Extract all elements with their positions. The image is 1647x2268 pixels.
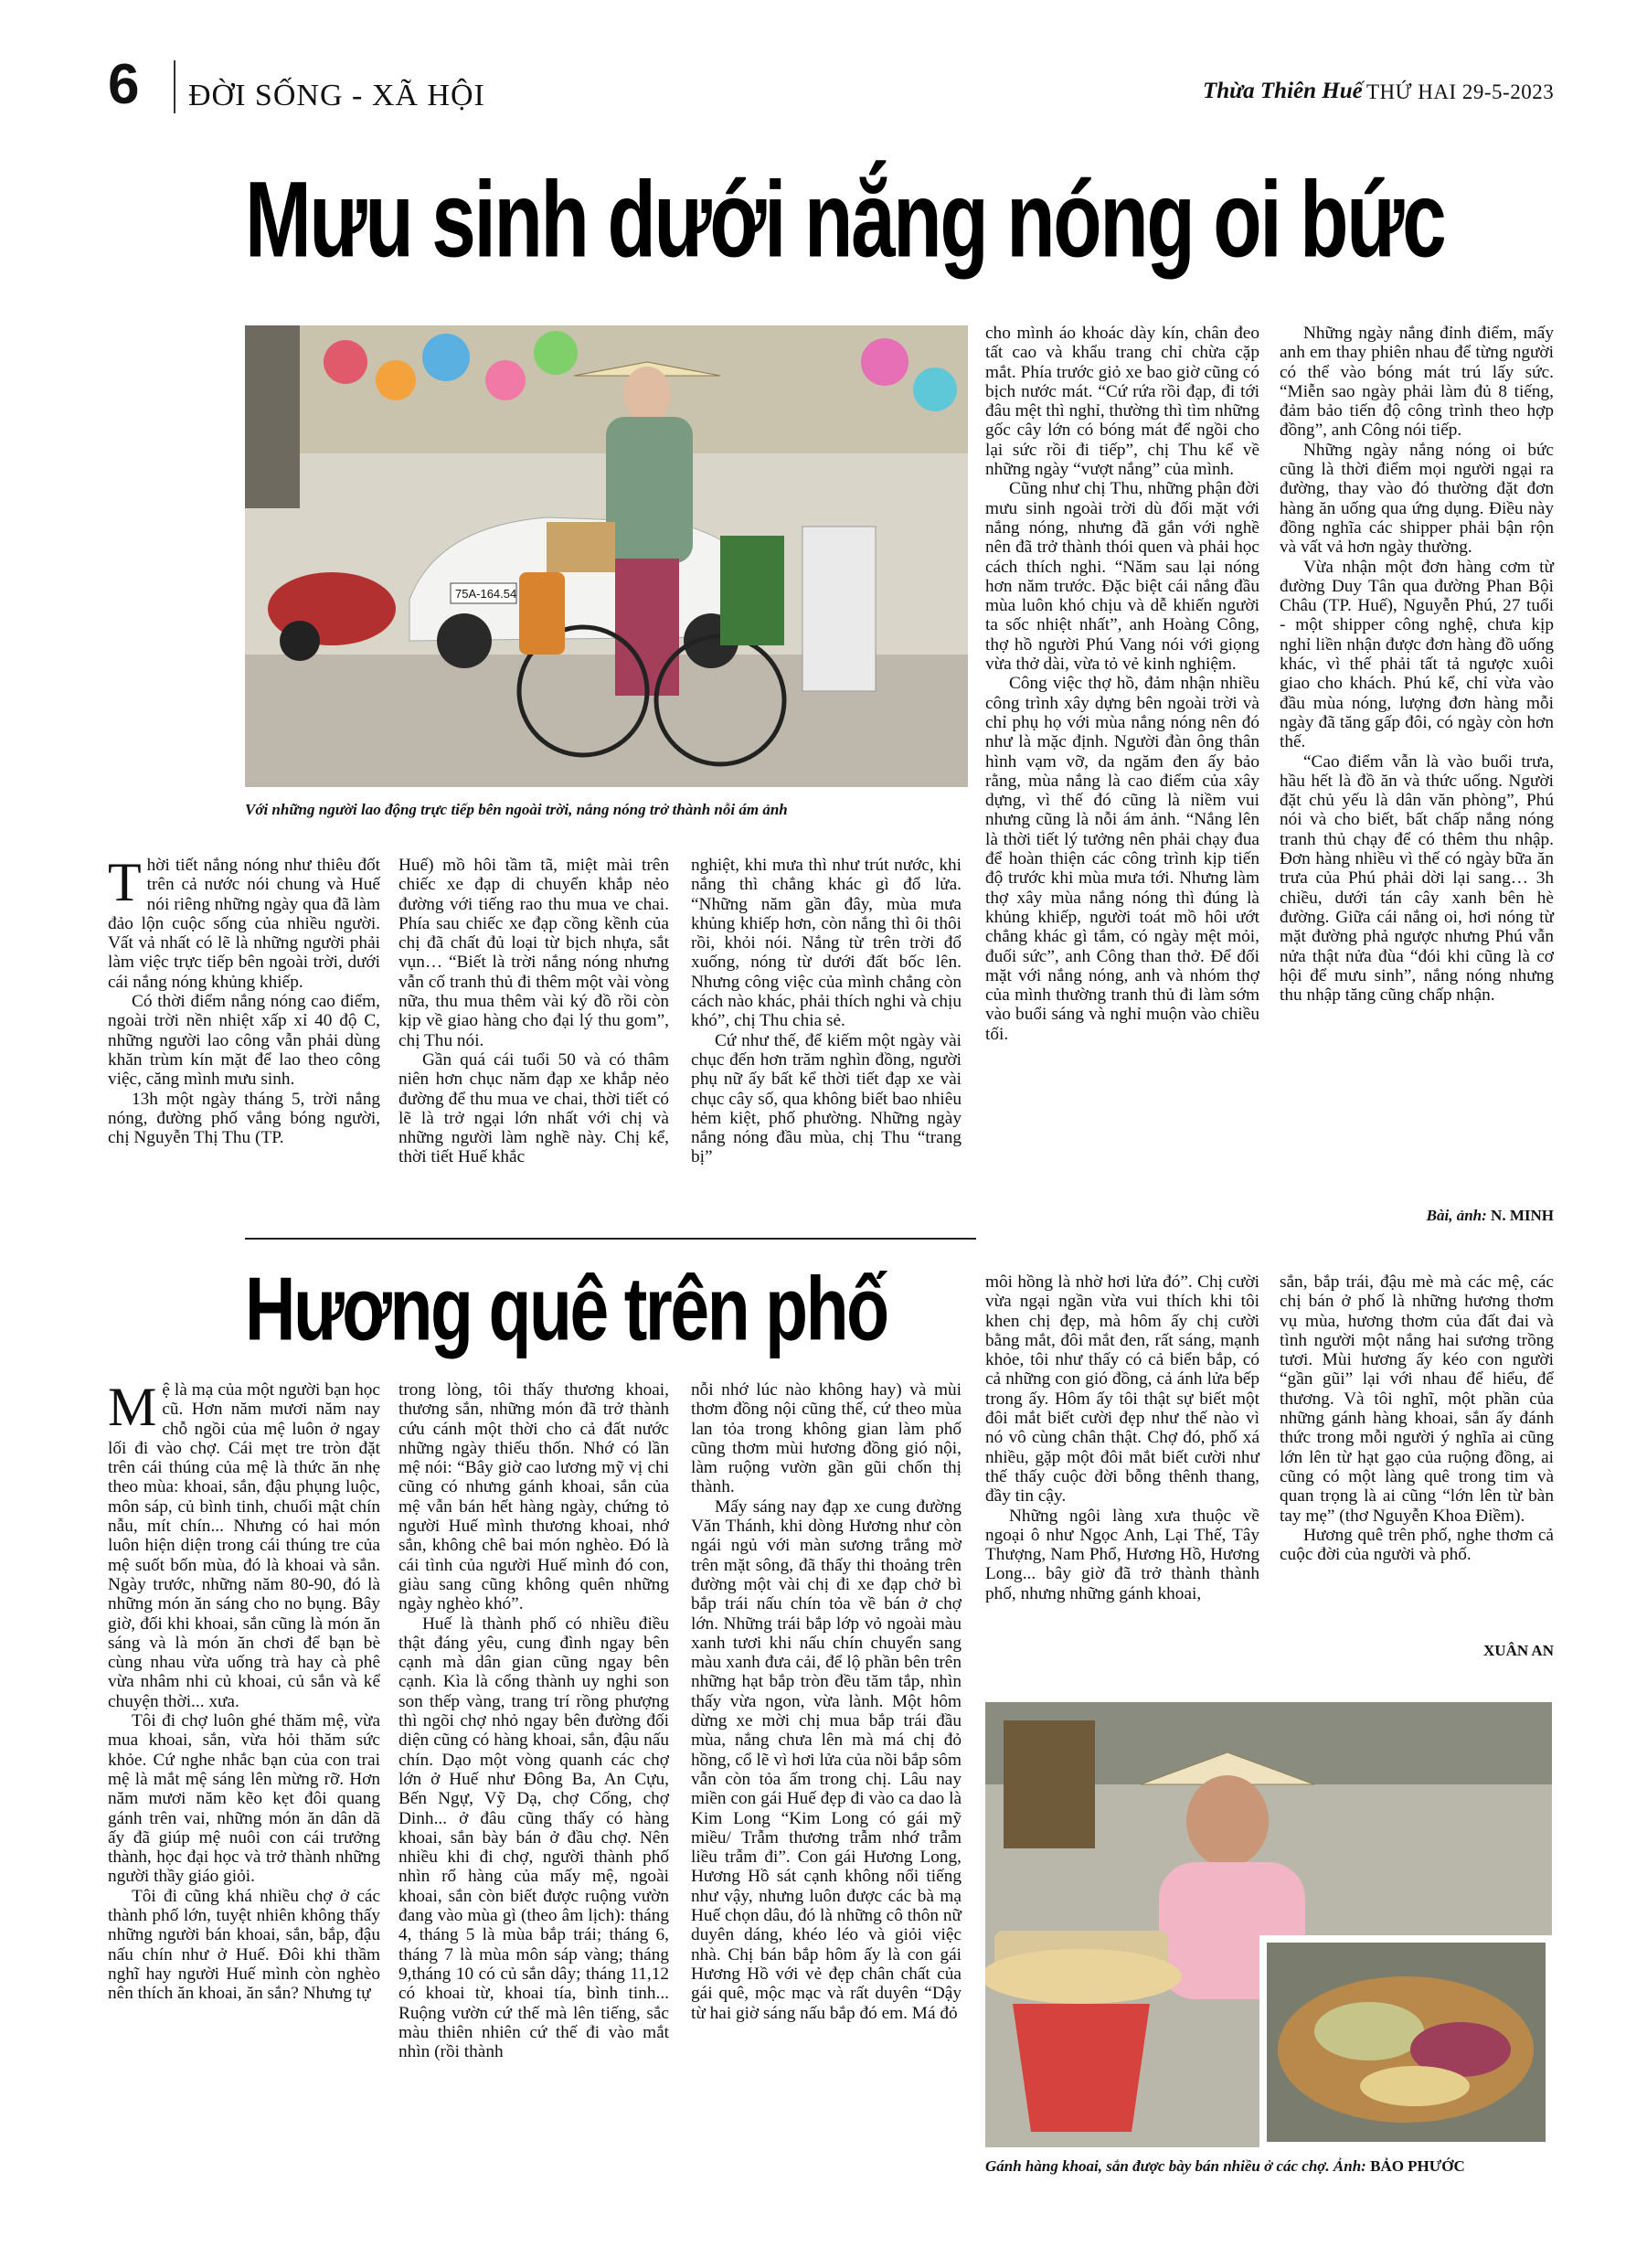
balloon	[376, 360, 416, 400]
red-basin	[1013, 2004, 1150, 2132]
paragraph: Những ngôi làng xưa thuộc về ngoại ô như Ngọc Anh, Lại Thế, Tây Thượng, Nam Phổ, Hương Hồ, Hương Long... bây giờ đã trở thành thành phố, nhưng những gánh khoai,	[985, 1506, 1259, 1603]
paragraph: “Cao điểm vẫn là vào buổi trưa, hầu hết là đồ ăn và thức uống. Người đặt chủ yếu là dân văn phòng”, Phú nói và cho biết, bất chấp nắng nóng tranh thủ chạy để có thêm thu nhập. Đơn hàng nhiều vì thế có ngày bữa ăn trưa của Phú phải dời lại sang… 3h chiều, dưới tán cây xanh bên hè đường. Giữa cái nắng oi, hơi nóng từ mặt đường phả ngược nhưng Phú vẫn nửa thật nửa đùa “đói khi cũng là cơ hội để mưu sinh”, nắng nóng nhưng thu nhập tăng cũng chấp nhận.	[1280, 751, 1554, 1006]
paragraph: môi hồng là nhờ hơi lửa đó”. Chị cười vừa ngại ngần vừa vui thích khi tôi khen chị đẹp, mà hôm ấy chị cười bằng mắt, đôi mắt đen, rất sáng, mạnh khỏe, tôi như thấy có cả biển bắp, có cả những con gió đồng, cả ánh lửa bếp trong ấy. Hôm ấy tôi thật sự biết một đôi mắt biết cười đẹp như thế nào vì nó vô cùng chân thật. Chợ đó, phố xá nhiều, gặp một đôi mắt biết cười như thế thấy cuộc đời bỗng thênh thang, đầy tin cậy.	[985, 1272, 1259, 1507]
paragraph: nghiệt, khi mưa thì như trút nước, khi nắng thì chẳng khác gì đổ lửa. “Những năm gần đây, mùa mưa khủng khiếp hơn, còn nắng thì ôi thôi rồi, khỏi nói. Nắng từ trên trời đổ xuống, nóng từ dưới đất bốc lên. Nhưng công việc của mình chẳng còn cách nào khác, phải thích nghi và chịu khó”, chị Thu chia sẻ.	[691, 856, 962, 1031]
article1-photo-caption: Với những người lao động trực tiếp bên ngoài trời, nắng nóng trở thành nỗi ám ảnh	[245, 801, 788, 818]
byline-label: Bài, ảnh:	[1426, 1207, 1487, 1224]
paragraph: Cũng như chị Thu, những phận đời mưu sinh ngoài trời dù đối mặt với nắng nóng, nhưng đã gắn với nghề nên đã trở thành thói quen và phải học cách thích nghi. “Năm sau lại nóng hơn năm trước. Đặc biệt cái nắng đầu mùa luôn khó chịu và dễ khiến người ta sốc nhiệt nhất”, anh Hoàng Công, thợ hồ người Phú Vang nói với giọng vừa thở dài, vừa tỏ vẻ kinh nghiệm.	[985, 479, 1259, 675]
article2-photo-caption	[985, 2157, 1552, 2176]
article2-column-2	[398, 1380, 669, 2061]
issue-date: THỨ HAI 29-5-2023	[1366, 80, 1555, 103]
article2-column-4	[985, 1272, 1259, 1603]
article2-column-1	[108, 1377, 380, 2004]
motorbike-wheel	[280, 621, 320, 661]
cyclist-photo-illustration	[245, 325, 968, 787]
green-sack	[720, 536, 784, 645]
paragraph: 13h một ngày tháng 5, trời nắng nóng, đường phố vắng bóng người, chị Nguyễn Thị Thu (TP.	[108, 1089, 380, 1148]
corn	[1314, 2002, 1424, 2060]
sweet-potatoes	[985, 1949, 1182, 2004]
article1-column-4	[985, 324, 1259, 1044]
paragraph: Những ngày nắng nóng oi bức cũng là thời điểm mọi người ngại ra đường, thay vào đó thường đặt đơn hàng ăn uống qua ứng dụng. Điều này đồng nghĩa các shipper phải bận rộn và vất vả hơn ngày thường.	[1280, 440, 1554, 558]
paragraph: Mấy sáng nay đạp xe cung đường Văn Thánh, khi dòng Hương như còn ngái ngủ với màn sương trắng mờ trên mặt sông, đã thấy thi thoảng trên đường một vài chị đi xe đạp chở bì bắp trái nấu chín tỏa về bán ở chợ lớn. Những trái bắp lớp vỏ ngoài màu xanh tươi khi nấu chín chuyển sang màu xanh đưa cải, để lộ phần bên trên những hạt bắp tròn đều tăm tắp, nhìn thấy vừa ngon, vừa lành. Một hôm dừng xe mời chị mua bắp trái đầu mùa, nắng chưa lên mà má chị đỏ hồng, cổ lẽ vì hơi lửa của nồi bắp sôm vẫn còn tỏa ấm trong chị. Lâu nay miền con gái Huế đẹp đi vào ca dao là Kim Long “Kim Long có gái mỹ miều/ Trẫm thương trẫm nhớ trẫm liều trẫm đi”. Con gái Hương Long, Hương Hồ sát cạnh không nổi tiếng như vậy, nhưng luôn được các bà mạ Huế chọn dâu, đó là những cô thôn nữ duyên dáng, khéo léo và giỏi việc nhà. Chị bán bắp hôm ấy là con gái Hương Hồ với vẻ đẹp chân chất của gái quê, mộc mạc và rất duyên “Dậy từ hai giờ sáng nấu bắp đó em. Má đỏ	[691, 1496, 962, 2023]
white-sack	[802, 527, 876, 691]
paragraph: hời tiết nắng nóng như thiêu đốt trên cả nước nói chung và Huế nói riêng những ngày qua đã làm đảo lộn cuộc sống của nhiều người. Vất vả nhất có lẽ là những người phải làm việc trực tiếp bên ngoài trời, dưới cái nắng nóng khủng khiếp.	[108, 856, 380, 992]
basket-bag	[519, 572, 565, 655]
article1-column-1	[108, 852, 380, 1148]
article1-drop-cap: T	[108, 852, 142, 912]
article2-byline: XUÂN AN	[1483, 1642, 1554, 1659]
article1-column-2	[398, 856, 669, 1167]
green-jacket	[606, 417, 693, 563]
publication-name: Thừa Thiên Huế	[1203, 79, 1363, 103]
basket-stack	[1004, 1720, 1095, 1848]
balloon	[422, 334, 470, 381]
paragraph: Vừa nhận một đơn hàng cơm từ đường Duy Tân qua đường Phan Bội Châu (TP. Huế), Nguyễn Phú, 27 tuổi - một shipper công nghệ, chưa kịp nghỉ liền nhận được đơn hàng đồ uống khác, vì thế phải tất tả ngược xuôi giao cho khách. Phú kể, chỉ vừa vào đầu mùa nóng, lượng đơn hàng mỗi ngày đã tăng gấp đôi, có ngày còn hơn thế.	[1280, 557, 1554, 752]
paragraph: Có thời điểm nắng nóng cao điểm, ngoài trời nền nhiệt xấp xỉ 40 độ C, những người lao công vẫn phải dùng khăn trùm kín mặt để lao theo công việc, căng mình mưu sinh.	[108, 992, 380, 1090]
paragraph: Cứ như thế, để kiếm một ngày vài chục đến hơn trăm nghìn đồng, người phụ nữ ấy bất kể thời tiết đạp xe vài chục cây số, qua không biết bao nhiêu hẻm kiệt, phố phường. Những ngày nắng nóng đầu mùa, chị Thu “trang bị”	[691, 1030, 962, 1167]
article-divider	[245, 1238, 976, 1240]
page-number: 6	[108, 53, 140, 116]
bananas	[1360, 2066, 1470, 2106]
article2-photo	[985, 1702, 1552, 2147]
paragraph: sắn, bắp trái, đậu mè mà các mệ, các chị bán ở phố là những hương thơm vụ mùa, hương thơm của đất đai và tình người một nắng hai sương trồng tươi. Mùi hương ấy kéo con người “gần gũi” lại với nhau để hiểu, để thương. Và tôi nghĩ, một phần của những gánh hàng khoai, sắn ấy đánh thức trong mỗi người ý nghĩa ai cũng lớn lên từ hạt gạo của ruộng đồng, ai cũng có một làng quê trong tim và quan trọng là ai cũng “lớn lên từ bàn tay mẹ” (thơ Nguyễn Khoa Điềm).	[1280, 1272, 1554, 1526]
article1-photo	[245, 325, 968, 787]
paragraph: nỗi nhớ lúc nào không hay) và mùi thơm đồng nội cũng thế, cứ theo mùa lan tỏa trong không gian làm phố cũng thơm mùi hương đồng gió nội, làm ruộng vườn gần gũi chốn thị thành.	[691, 1380, 962, 1497]
caption-credit: BẢO PHƯỚC	[1370, 2157, 1465, 2175]
paragraph: Tôi đi cũng khá nhiều chợ ở các thành phố lớn, tuyệt nhiên không thấy những người bán khoai, sắn, bắp, đậu nấu chín như ở Huế. Đôi khi thầm nghĩ hay người Huế mình còn nghèo nên thích ăn khoai, ăn sắn? Nhưng tự	[108, 1886, 380, 2004]
vendor-face	[1186, 1775, 1269, 1867]
caption-text: Gánh hàng khoai, sắn được bày bán nhiều ở các chợ. Ảnh:	[985, 2157, 1366, 2175]
balloon	[485, 360, 526, 400]
paragraph: Những ngày nắng đỉnh điểm, mấy anh em thay phiên nhau để từng người có thể vào bóng mát trú lấy sức. “Miễn sao ngày phải làm đủ 8 tiếng, đảm bảo tiến độ công trình theo hợp đồng”, anh Công nói tiếp.	[1280, 324, 1554, 441]
article2-column-3	[691, 1380, 962, 2023]
balloon	[324, 340, 367, 384]
byline-name: N. MINH	[1491, 1207, 1554, 1224]
header-divider	[174, 60, 175, 113]
balloon	[913, 367, 957, 411]
paragraph: ệ là mạ của một người bạn học cũ. Hơn năm mươi năm nay chỗ ngồi của mệ luôn ở ngay lối đi vào chợ. Cái mẹt tre tròn đặt trên cái thúng của mệ là thức ăn nhẹ theo mùa: khoai, sắn, đậu phụng luộc, môn sáp, củ bình tinh, chuối mật chín nẫu, mít chín... Nhưng có hai món luôn hiện diện trong cái thúng tre của mệ suốt bốn mùa, đó là khoai và sắn. Ngày trước, những năm 80-90, đó là những món ăn sáng cho no bụng. Bây giờ, đối khi khoai, sắn cũng là món ăn sáng và là món ăn chơi để bạn bè cùng nhau vừa uống trà hay cà phê vừa nhâm nhi củ khoai, củ sắn và kể chuyện thời... xưa.	[108, 1380, 380, 1711]
article1-headline: Mưu sinh dưới nắng nóng oi bức	[245, 159, 1445, 280]
license-plate-text: 75A-164.54	[455, 587, 517, 601]
vendor-photo-illustration	[985, 1702, 1552, 2147]
article2-headline: Hương quê trên phố	[245, 1259, 887, 1360]
paragraph: Gần quá cái tuổi 50 và có thâm niên hơn chục năm đạp xe khắp nẻo đường để thu mua ve chai, thời tiết có lẽ là trở ngại lớn nhất với chị và những người làm nghề này. Chị kể, thời tiết Huế khắc	[398, 1049, 669, 1167]
paragraph: Huế) mồ hôi tầm tã, miệt mài trên chiếc xe đạp di chuyển khắp nẻo đường với tiếng rao thu mua ve chai. Phía sau chiếc xe đạp cồng kềnh của chị đã chất đủ loại từ bịch nhựa, sắt vụn… “Biết là trời nắng nóng nhưng vẫn cố tranh thủ đi thêm một vài vòng nữa, thu mua thêm vài ký đồ rồi còn kịp về giao hàng cho đại lý thu gom”, chị Thu nói.	[398, 856, 669, 1050]
paragraph: Tôi đi chợ luôn ghé thăm mệ, vừa mua khoai, sắn, vừa hỏi thăm sức khỏe. Cứ nghe nhắc bạn của con trai mệ là mắt mệ sáng lên mừng rỡ. Hơn năm mươi năm kẽo kẹt đôi quang gánh trên vai, những món ăn dân dã ấy đã giúp mệ nuôi con cái trưởng thành, học đại học và trở thành những người thầy giáo giỏi.	[108, 1711, 380, 1887]
car-wheel	[437, 613, 492, 668]
left-pillar	[245, 325, 300, 508]
paragraph: cho mình áo khoác dày kín, chân đeo tất cao và khẩu trang chỉ chừa cặp mắt. Phía trước giỏ xe bao giờ cũng có bịch nước mát. “Cứ rứa rồi đạp, đi tới đâu mệt thì nghỉ, thường thì tìm những gốc cây lớn có bóng mát để ngồi cho lại sức rồi đi tiếp”, chị Thu kể về những ngày “vượt nắng” của mình.	[985, 324, 1259, 480]
paragraph: Hương quê trên phố, nghe thơm cả cuộc đời của người và phố.	[1280, 1525, 1554, 1565]
paragraph: Công việc thợ hồ, đảm nhận nhiều công trình xây dựng bên ngoài trời và chỉ phụ họ với mùa nắng nóng nên đó như là mặc định. Người đàn ông thân hình vạm vỡ, da ngăm đen ấy bảo rằng, mùa nắng là cao điểm của xây dựng, vì thế đó cũng là niềm vui nhưng cũng là nỗi ám ảnh. “Nắng lên là thời tiết lý tưởng nên phải chạy đua để hoàn thiện các công trình kịp tiến độ trước khi mùa mưa tới. Nhưng làm thợ xây mùa nắng nóng thì đúng là khủng khiếp, người toát mồ hôi ướt chẳng khác gì tắm, có ngày mệt mỏi, đuối sức”, anh Công than thở. Để đối mặt với nắng nóng, anh và nhóm thợ của mình thường tranh thủ đi làm sớm vào buổi sáng và nghỉ muộn vào chiều tối.	[985, 674, 1259, 1044]
article1-byline	[1280, 1207, 1554, 1225]
paragraph: Huế là thành phố có nhiều điều thật đáng yêu, cung đình ngay bên cạnh mà dân gian cũng ngay bên cạnh. Kìa là cổng thành uy nghi son son thếp vàng, trang trí rồng phượng thì ngõi chợ nhỏ ngay bên đường đối diện cũng có hàng khoai, sắn, đậu nấu chín. Dạo một vòng quanh các chợ lớn ở Huế như Đông Ba, An Cựu, Bến Ngự, Vỹ Dạ, chợ Cống, chợ Dinh... ở đâu cũng thấy có hàng khoai, sắn bày bán ở đầu chợ. Nên nhiều khi đi chợ, người thành phố nhìn rổ hàng của mấy mệ, ngoài khoai, sắn còn biết được ruộng vườn đang vào mùa gì (theo âm lịch): tháng 4, tháng 5 là mùa bắp trái; tháng 6, tháng 7 là mùa môn sáp vàng; tháng 9,tháng 10 có củ sắn dây; tháng 11,12 có khoai từ, khoai tía, bình tinh... Ruộng vườn cứ thế mà lên tiếng, sắc màu thiên nhiên cứ thế đi vào mắt nhìn (rồi thành	[398, 1613, 669, 2062]
article2-column-5	[1280, 1272, 1554, 1564]
section-title: ĐỜI SỐNG - XÃ HỘI	[188, 79, 485, 112]
article2-drop-cap: M	[108, 1377, 157, 1437]
woman-face	[623, 367, 671, 421]
bicycle-basket	[547, 522, 615, 572]
paragraph: trong lòng, tôi thấy thương khoai, thương sắn, những món đã trở thành cứu cánh một thời cho cả đất nước những ngày thiếu thốn. Nhớ có lần mệ nói: “Bây giờ cao lương mỹ vị chi cũng có nhưng gánh khoai, sắn của mệ vẫn bán hết hàng ngày, chứng tỏ người Huế mình thương khoai, nhớ sắn, không chê bai món nghèo. Đó là cái tình của người Huế mình đó con, giàu sang cũng không quên những ngày nghèo khó”.	[398, 1380, 669, 1614]
article1-column-3	[691, 856, 962, 1167]
balloon	[861, 338, 909, 386]
article1-column-5	[1280, 324, 1554, 1005]
balloon	[534, 331, 578, 375]
